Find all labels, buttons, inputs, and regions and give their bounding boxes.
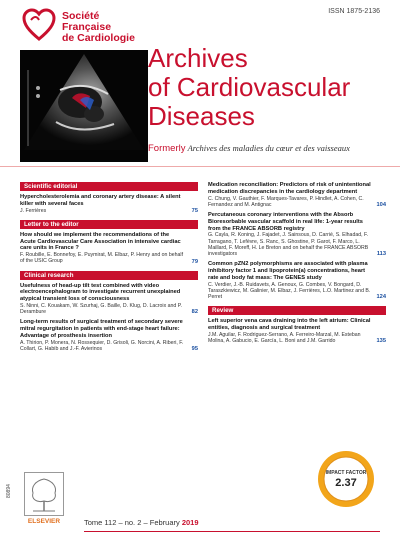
entry-title: Common pZN2 polymorphisms are associated with plasma inhibitory factor 1 and lipoprotein(a) concentrations, heart rate and body fat mass: The GENES study [208,261,368,281]
toc-entry[interactable] [20,194,198,214]
entry-title: Long-term results of surgical treatment of secondary severe mitral regurgitation in patients with end-stage heart failure: Advantage of prosthesis insertion [20,319,183,339]
entry-authors: C. Chung, V. Gauthier, F. Marques-Tavares, P. Hindlet, A. Cohen, C. Fernandez and M. Antignac [208,195,364,208]
formerly-line [148,143,350,154]
journal-title-line-1: Archives [148,43,248,73]
side-code: 80894 [6,484,12,498]
entry-authors: S. Ninni, C. Kouakam, W. Szurhaj, G. Baille, D. Klug, D. Lacroix and P. Derambure [20,302,182,316]
formerly-label: Formerly [148,143,186,154]
entry-authors: C. Verdier, J.-B. Ruidavets, A. Genoux, G. Combes, V. Bongard, D. Taraszkiewicz, M. Galinier, M. Elbaz, J. Ferrières, L.O. Martinez and B. Perret [208,281,371,300]
entry-page: 75 [191,207,198,214]
entry-title: Usefulness of head-up tilt test combined with video electroencephalogram to investigate recurrent unexplained atypical transient loss of consciousness [20,282,181,303]
toc-section [20,271,198,353]
impact-factor-value: 2.37 [335,477,357,489]
toc-entry[interactable] [20,319,198,352]
society-name-line-2: Française [62,21,112,33]
society-name-line-3: de Cardiologie [62,32,135,44]
entry-page: 124 [376,294,386,301]
toc-section [20,220,198,265]
publisher-name: ELSEVIER [27,518,61,525]
issue-info [84,518,199,527]
entry-authors: G. Cayla, R. Koning, J. Fajadet, J. Sainsous, D. Carrié, S. Elhadad, F. Tarragano, T. Lefèvre, S. Ranc, S. Ghostine, P. Garot, F. Marco, L. Maillard, F. Moreff, H. Le Breton and on behalf the FRANCE ABSORB investigators [208,232,369,257]
entry-page: 82 [191,309,198,316]
entry-authors: J.M. Aguilar, F. Rodriguez-Serrano, A. Ferreiro-Marzal, M. Esteban Molina, A. Gabucio, E. García, L. Boni and J.M. Garrido [208,331,361,344]
entry-title: Percutaneous coronary interventions with the Absorb Bioresorbable vascular scaffold in real life: 1-year results from the FRANCE ABSORB registry [208,212,363,232]
toc-entry[interactable] [208,261,386,300]
toc-entry[interactable] [208,212,386,257]
journal-title [148,44,378,131]
section-header-scientific-editorial: Scientific editorial [20,182,198,191]
society-name-line-1: Société [62,10,100,22]
elsevier-tree-icon [24,472,64,516]
entry-title: How should we implement the recommendations of the Acute Cardiovascular Care Association in intensive cardiac care units in France ? [20,231,181,252]
impact-factor-badge [316,449,376,509]
seal-icon [316,449,376,509]
echo-scan-illustration [20,50,148,162]
entry-authors: J. Ferrières [20,207,47,214]
entry-page: 95 [191,346,198,353]
toc-section [20,182,198,214]
entry-title: Hypercholesterolemia and coronary artery disease: A silent killer with several faces [20,194,181,207]
entry-page: 79 [191,258,198,265]
footer-rule [84,531,380,532]
journal-title-line-3: Diseases [148,101,255,131]
issn: ISSN 1875-2136 [328,8,380,15]
toc-entry[interactable] [20,232,198,265]
entry-title: Medication reconciliation: Predictors of risk of unintentional medication discrepancies in the cardiology department [208,182,371,195]
impact-factor-label: IMPACT FACTOR [325,470,367,476]
heart-logo-icon [22,8,56,42]
toc-entry[interactable] [208,318,386,344]
entry-title: Left superior vena cava draining into the left atrium: Clinical entities, diagnosis and surgical treatment [208,318,371,331]
society-logo [22,8,172,48]
entry-page: 113 [376,251,386,258]
entry-page: 135 [376,338,386,345]
toc-entry[interactable] [208,182,386,208]
society-name [62,11,135,44]
section-header-review: Review [208,306,386,315]
entry-authors: A. Thirion, P. Monera, N. Rossequier, D. Grisoli, G. Norcini, A. Riberi, F. Collart, G. Habib and J.-F. Avierinos [20,339,184,352]
toc-section [208,182,386,300]
issue-year: 2019 [181,518,199,527]
cover-echo-image [20,50,148,162]
header-divider [0,166,400,167]
toc-section [208,306,386,344]
toc-left-column [20,182,198,358]
section-header-letter-to-editor: Letter to the editor [20,220,198,229]
entry-page: 104 [376,202,386,208]
entry-authors: F. Roubille, E. Bonnefoy, E. Puymirat, M. Elbaz, P. Henry and on behalf of the USIC Group [20,252,184,265]
toc-right-column [208,182,386,350]
issue-tome: Tome 112 – no. 2 – February [84,518,180,527]
publisher-logo [22,472,66,532]
formerly-name: Archives des maladies du cœur et des vaisseaux [187,143,350,153]
toc-entry[interactable] [20,283,198,316]
section-header-clinical-research: Clinical research [20,271,198,280]
journal-title-line-2: of Cardiovascular [148,72,351,102]
